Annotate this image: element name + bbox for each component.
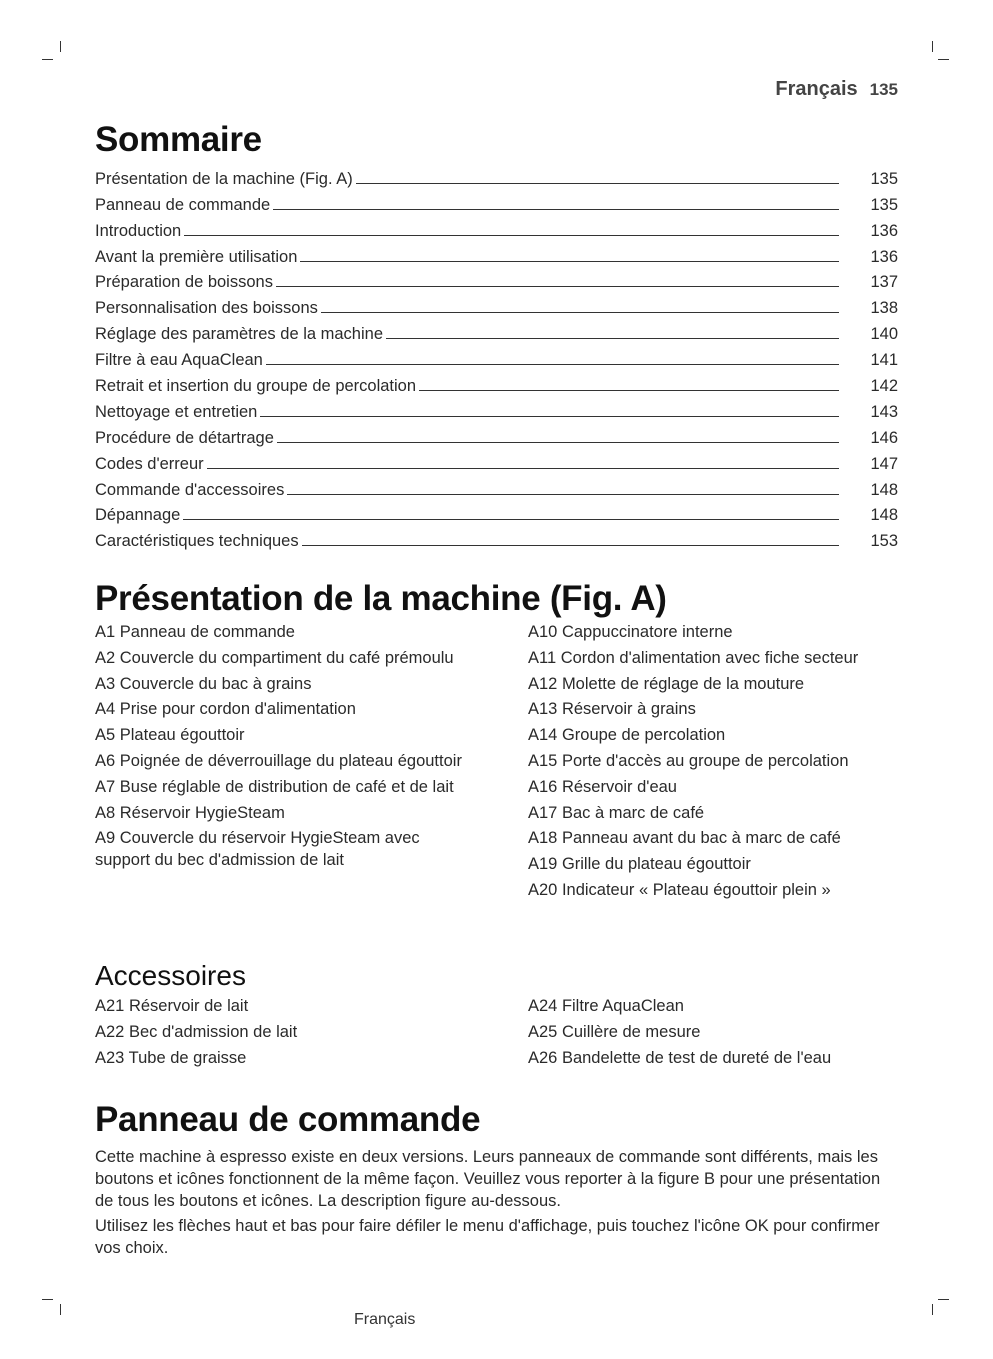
toc-entry-title: Codes d'erreur xyxy=(95,454,204,473)
toc-entry[interactable] xyxy=(95,344,898,370)
toc-leader-line xyxy=(277,442,839,443)
toc-leader-line xyxy=(356,183,839,184)
toc-leader-line xyxy=(321,312,839,313)
toc-entry-title: Commande d'accessoires xyxy=(95,480,285,499)
accessories-list xyxy=(95,996,898,1073)
list-item: A3 Couvercle du bac à grains xyxy=(95,674,312,693)
list-item: A15 Porte d'accès au groupe de percolation xyxy=(528,751,849,770)
list-item: A7 Buse réglable de distribution de café et de lait xyxy=(95,777,454,796)
list-item: A8 Réservoir HygieSteam xyxy=(95,803,285,822)
list-item: A20 Indicateur « Plateau égouttoir plein » xyxy=(528,880,831,899)
crop-mark xyxy=(938,1299,949,1300)
toc-title: Sommaire xyxy=(95,120,262,159)
toc-entry[interactable] xyxy=(95,163,898,189)
toc-leader-line xyxy=(273,209,839,210)
overview-list xyxy=(95,622,898,899)
toc-entry[interactable] xyxy=(95,189,898,215)
toc-entry-title: Personnalisation des boissons xyxy=(95,299,318,318)
page-header xyxy=(775,78,898,101)
toc-leader-line xyxy=(419,390,839,391)
control-panel-title: Panneau de commande xyxy=(95,1100,481,1139)
crop-mark xyxy=(42,59,53,60)
toc-leader-line xyxy=(266,364,839,365)
accessories-left-column xyxy=(95,996,465,1073)
list-item: A18 Panneau avant du bac à marc de café xyxy=(528,829,841,848)
list-item: A1 Panneau de commande xyxy=(95,623,295,641)
list-item: A12 Molette de réglage de la mouture xyxy=(528,674,805,693)
toc-entry-title: Avant la première utilisation xyxy=(95,247,298,266)
control-panel-paragraph-1: Cette machine à espresso existe en deux versions. Leurs panneaux de commande sont différents, mais les boutons et icônes fonctionnent de la même façon. Veuillez vous reporter à la figure B pour une présentation de tous les boutons et icônes. La description figure au-dessous. xyxy=(95,1148,881,1210)
accessories-right-column xyxy=(528,996,898,1073)
list-item: A24 Filtre AquaClean xyxy=(528,997,684,1015)
toc-entry-page: 143 xyxy=(870,402,898,421)
toc-entry-page: 136 xyxy=(870,247,898,266)
toc-leader-line xyxy=(386,338,839,339)
toc-entry-page: 135 xyxy=(870,169,898,188)
crop-mark xyxy=(932,1304,933,1315)
toc-entry[interactable] xyxy=(95,370,898,396)
toc-entry[interactable] xyxy=(95,267,898,293)
toc-leader-line xyxy=(184,235,839,236)
toc-entry[interactable] xyxy=(95,474,898,500)
toc-leader-line xyxy=(287,494,839,495)
toc-leader-line xyxy=(276,286,839,287)
toc-entry-page: 140 xyxy=(870,325,898,344)
list-item: A22 Bec d'admission de lait xyxy=(95,1022,298,1041)
table-of-contents xyxy=(95,163,898,551)
list-item: A4 Prise pour cordon d'alimentation xyxy=(95,700,356,719)
toc-entry-title: Nettoyage et entretien xyxy=(95,402,258,421)
header-language: Français xyxy=(775,78,858,100)
crop-mark xyxy=(938,59,949,60)
list-item: A2 Couvercle du compartiment du café prémoulu xyxy=(95,648,454,667)
toc-entry-page: 148 xyxy=(870,480,898,499)
overview-left-column xyxy=(95,622,465,876)
list-item: A9 Couvercle du réservoir HygieSteam avec support du bec d'admission de lait xyxy=(95,829,420,869)
toc-entry[interactable] xyxy=(95,318,898,344)
list-item: A16 Réservoir d'eau xyxy=(528,777,677,796)
toc-entry-page: 137 xyxy=(870,273,898,292)
toc-entry-page: 146 xyxy=(870,428,898,447)
toc-entry-page: 147 xyxy=(870,454,898,473)
page-footer: Français xyxy=(354,1311,416,1328)
list-item: A19 Grille du plateau égouttoir xyxy=(528,855,751,874)
list-item: A11 Cordon d'alimentation avec fiche secteur xyxy=(528,648,859,667)
toc-entry-page: 136 xyxy=(870,221,898,240)
list-item: A5 Plateau égouttoir xyxy=(95,726,245,745)
overview-title: Présentation de la machine (Fig. A) xyxy=(95,579,667,618)
toc-entry[interactable] xyxy=(95,422,898,448)
overview-right-column xyxy=(528,622,898,906)
list-item: A13 Réservoir à grains xyxy=(528,700,696,719)
list-item: A23 Tube de graisse xyxy=(95,1048,247,1067)
toc-entry-title: Retrait et insertion du groupe de percolation xyxy=(95,377,417,396)
toc-entry-title: Caractéristiques techniques xyxy=(95,532,299,551)
toc-entry-page: 135 xyxy=(870,195,898,214)
toc-entry[interactable] xyxy=(95,448,898,474)
crop-mark xyxy=(60,1304,61,1315)
toc-leader-line xyxy=(302,545,839,546)
toc-entry-page: 153 xyxy=(870,532,898,551)
toc-entry-title: Panneau de commande xyxy=(95,195,271,214)
list-item: A25 Cuillère de mesure xyxy=(528,1022,701,1041)
crop-mark xyxy=(42,1299,53,1300)
toc-entry-page: 141 xyxy=(870,351,898,370)
toc-entry[interactable] xyxy=(95,396,898,422)
accessories-title: Accessoires xyxy=(95,960,246,991)
toc-entry-title: Procédure de détartrage xyxy=(95,428,274,447)
crop-mark xyxy=(60,41,61,52)
toc-entry-title: Réglage des paramètres de la machine xyxy=(95,325,384,344)
toc-entry-title: Préparation de boissons xyxy=(95,273,273,292)
list-item: A26 Bandelette de test de dureté de l'eau xyxy=(528,1048,832,1067)
toc-leader-line xyxy=(207,468,839,469)
list-item: A21 Réservoir de lait xyxy=(95,997,249,1015)
list-item: A10 Cappuccinatore interne xyxy=(528,623,733,641)
toc-entry[interactable] xyxy=(95,292,898,318)
toc-entry-title: Introduction xyxy=(95,221,182,240)
list-item: A14 Groupe de percolation xyxy=(528,726,726,745)
page-number: 135 xyxy=(869,80,898,99)
toc-entry-page: 142 xyxy=(870,377,898,396)
toc-leader-line xyxy=(300,261,839,262)
toc-entry-title: Dépannage xyxy=(95,506,181,525)
toc-entry-page: 138 xyxy=(870,299,898,318)
toc-entry[interactable] xyxy=(95,241,898,267)
toc-leader-line xyxy=(183,519,839,520)
list-item: A17 Bac à marc de café xyxy=(528,803,705,822)
toc-entry[interactable] xyxy=(95,500,898,526)
toc-entry-title: Présentation de la machine (Fig. A) xyxy=(95,169,353,188)
crop-mark xyxy=(932,41,933,52)
control-panel-paragraph-2: Utilisez les flèches haut et bas pour faire défiler le menu d'affichage, puis touchez l'icône OK pour confirmer vos choix. xyxy=(95,1217,880,1257)
list-item: A6 Poignée de déverrouillage du plateau égouttoir xyxy=(95,751,462,770)
toc-entry-page: 148 xyxy=(870,506,898,525)
toc-leader-line xyxy=(260,416,839,417)
toc-entry[interactable] xyxy=(95,215,898,241)
toc-entry-title: Filtre à eau AquaClean xyxy=(95,351,263,370)
toc-entry[interactable] xyxy=(95,525,898,551)
